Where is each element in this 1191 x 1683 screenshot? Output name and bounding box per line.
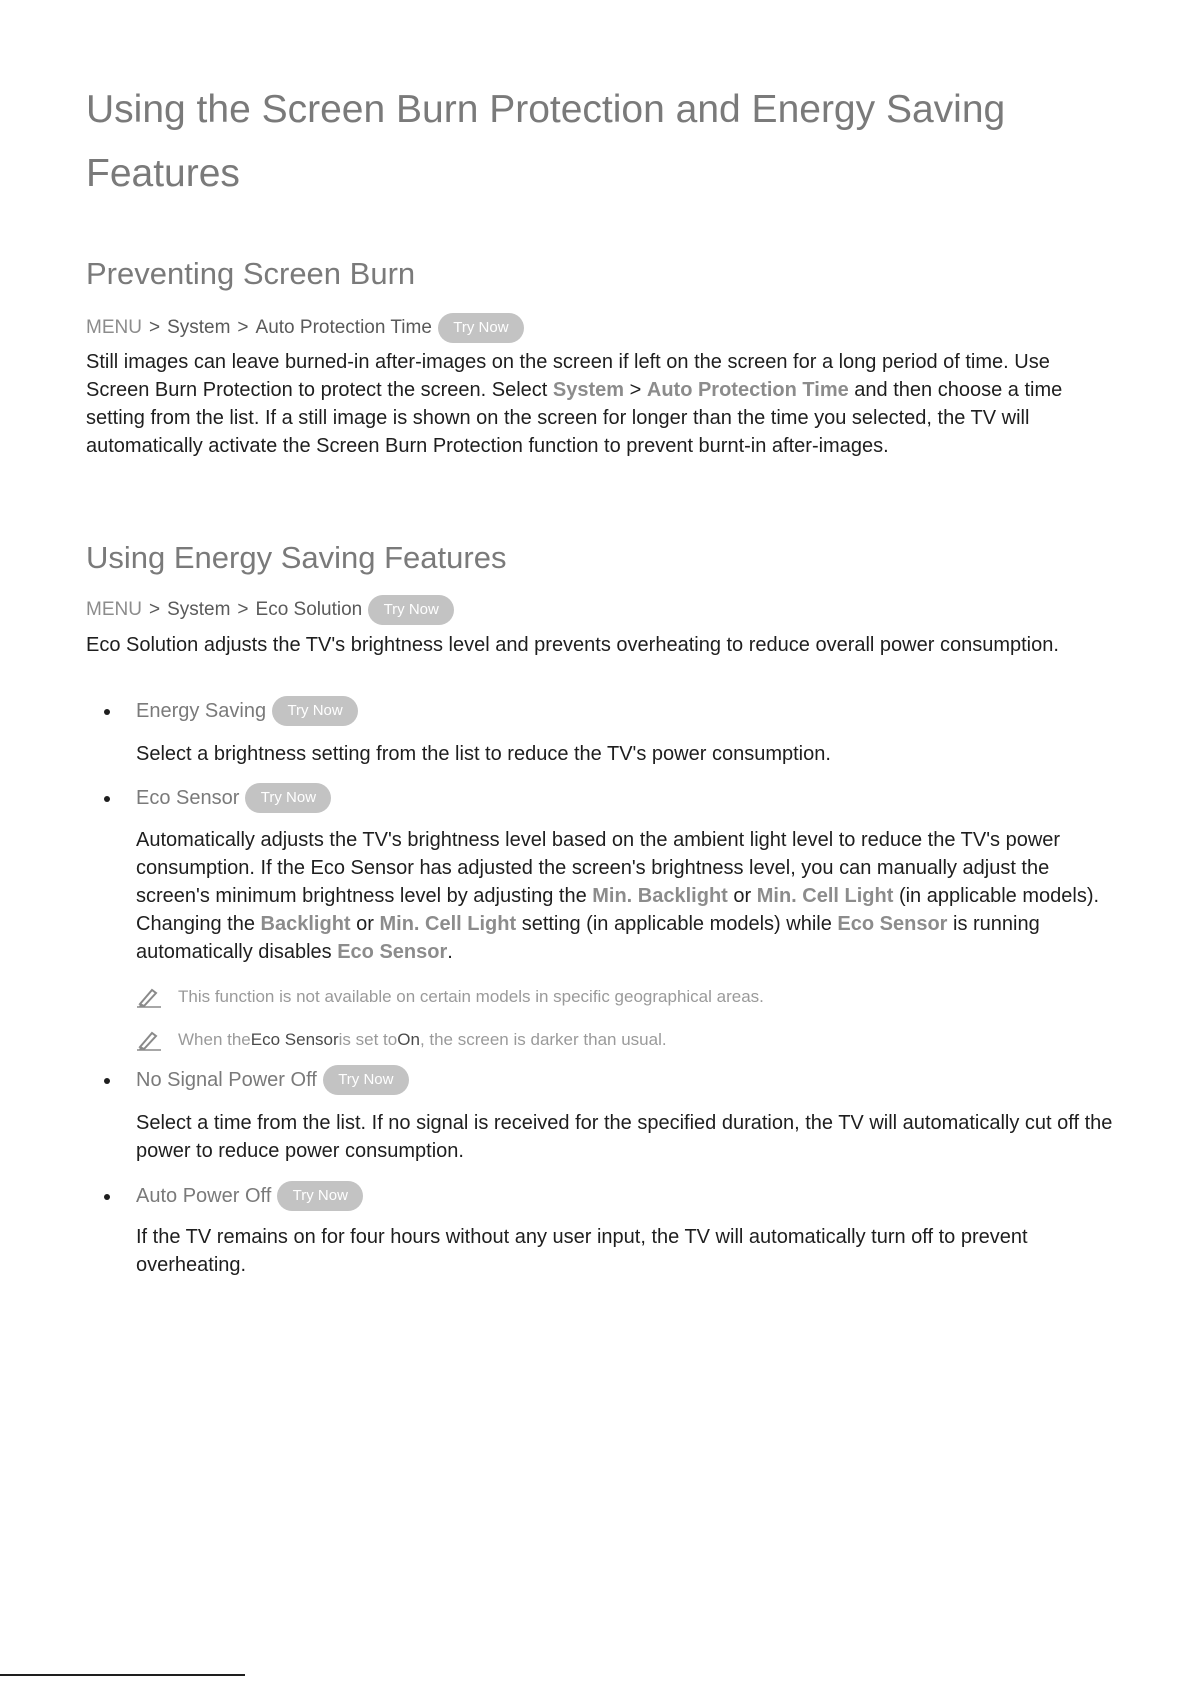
- menu-path-separator: >: [148, 317, 161, 338]
- highlight-min-cell-light: Min. Cell Light: [379, 913, 517, 935]
- item-title-auto-power-off: [136, 1181, 363, 1211]
- bullet: [104, 1194, 110, 1200]
- item-title-text: Auto Power Off: [136, 1184, 272, 1207]
- bullet: [104, 796, 110, 802]
- menu-path-separator: >: [237, 317, 249, 338]
- menu-path-system: System: [167, 599, 231, 620]
- pencil-icon: [136, 986, 162, 1008]
- highlight-min-backlight: Min. Backlight: [592, 885, 728, 907]
- body-paragraph-eco-solution: Eco Solution adjusts the TV's brightness level and prevents overheating to reduce overall power consumption.: [86, 634, 1059, 656]
- item-body-energy-saving: Select a brightness setting from the list to reduce the TV's power consumption.: [136, 743, 831, 765]
- item-body-no-signal-power-off: Select a time from the list. If no signal is received for the specified duration, the TV will automatically cut off the power to reduce power consumption.: [136, 1112, 1113, 1162]
- body-text: Automatically adjusts the TV's brightness level based on the ambient light level to reduce the TV's power consumption. If the Eco Sensor has adjusted the screen's brightness level, you can manually adjust the screen's minimum brightness level by adjusting the: [136, 829, 1061, 907]
- item-body-auto-power-off: If the TV remains on for four hours without any user input, the TV will automatically turn off to prevent overheating.: [136, 1226, 1028, 1276]
- pencil-icon: [136, 1029, 162, 1051]
- menu-path-menu: MENU: [86, 317, 142, 338]
- try-now-button[interactable]: Try Now: [368, 595, 454, 625]
- item-title-no-signal-power-off: [136, 1065, 409, 1095]
- menu-path-separator: >: [237, 599, 249, 620]
- menu-path-auto-protection: [86, 313, 524, 343]
- body-text: (in applicable models). Changing the: [136, 885, 1100, 935]
- note-highlight-on: On: [397, 1030, 420, 1049]
- body-text: .: [447, 941, 453, 963]
- try-now-button[interactable]: Try Now: [272, 696, 358, 726]
- bullet: [104, 709, 110, 715]
- item-title-energy-saving: [136, 696, 358, 726]
- body-text: and then choose a time setting from the list. If a still image is shown on the screen for longer than the time you selected, the TV will automatically activate the Screen Burn Protection function to prevent burnt-in after-images.: [86, 379, 1063, 457]
- highlight-auto-protection-time: Auto Protection Time: [646, 379, 849, 401]
- item-title-text: No Signal Power Off: [136, 1068, 317, 1091]
- menu-path-separator: >: [148, 599, 161, 620]
- bullet: [104, 1078, 110, 1084]
- item-body-eco-sensor: [136, 826, 1121, 966]
- body-separator: >: [624, 379, 647, 401]
- section-heading-preventing-screen-burn: Preventing Screen Burn: [86, 256, 416, 291]
- try-now-button[interactable]: Try Now: [323, 1065, 409, 1095]
- highlight-eco-sensor: Eco Sensor: [337, 941, 448, 963]
- highlight-min-cell-light: Min. Cell Light: [756, 885, 894, 907]
- item-title-text: Eco Sensor: [136, 786, 240, 809]
- note-eco-sensor-on: [136, 1029, 667, 1051]
- footer-rule: [0, 1674, 245, 1676]
- note-text: is set to: [338, 1030, 398, 1049]
- page-title: Using the Screen Burn Protection and Energy Saving Features: [86, 88, 1006, 195]
- try-now-button[interactable]: Try Now: [438, 313, 524, 343]
- body-text: or: [727, 885, 757, 907]
- try-now-button[interactable]: Try Now: [245, 783, 331, 813]
- note-text: This function is not available on certain models in specific geographical areas.: [178, 987, 764, 1006]
- body-text: Still images can leave burned-in after-images on the screen if left on the screen for a long period of time. Use Screen Burn Protection to protect the screen. Select: [86, 351, 1050, 401]
- menu-path-eco-solution-item: Eco Solution: [255, 599, 363, 620]
- item-title-eco-sensor: [136, 783, 331, 813]
- body-text: setting (in applicable models) while: [516, 913, 838, 935]
- body-text: or: [350, 913, 380, 935]
- try-now-button[interactable]: Try Now: [277, 1181, 363, 1211]
- note-text: , the screen is darker than usual.: [419, 1030, 667, 1049]
- highlight-backlight: Backlight: [260, 913, 351, 935]
- body-paragraph-screen-burn: [86, 348, 1116, 460]
- note-highlight-eco-sensor: Eco Sensor: [250, 1030, 339, 1049]
- highlight-system: System: [552, 379, 625, 401]
- body-text: is running automatically disables: [136, 913, 1040, 963]
- highlight-eco-sensor: Eco Sensor: [837, 913, 948, 935]
- menu-path-eco-solution: [86, 595, 454, 625]
- menu-path-menu: MENU: [86, 599, 142, 620]
- menu-path-auto-protection-time: Auto Protection Time: [255, 317, 432, 338]
- item-title-text: Energy Saving: [136, 699, 267, 722]
- menu-path-system: System: [167, 317, 231, 338]
- section-heading-energy-saving: Using Energy Saving Features: [86, 540, 507, 575]
- note-availability: [136, 986, 764, 1008]
- note-text: When the: [178, 1030, 251, 1049]
